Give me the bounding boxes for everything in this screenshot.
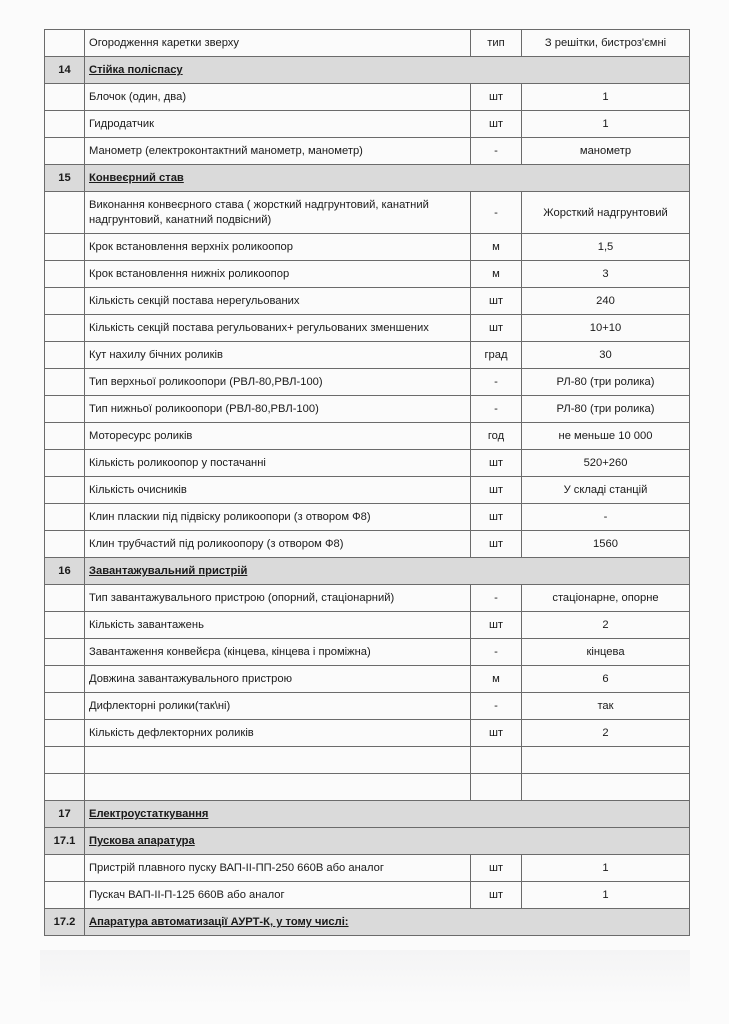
table-row	[45, 342, 690, 369]
section-row	[45, 558, 690, 585]
section-number: 17.1	[45, 828, 85, 855]
value-cell: У складі станцій	[522, 477, 690, 504]
section-title: Стійка поліспасу	[85, 57, 690, 84]
table-row	[45, 111, 690, 138]
row-number	[45, 192, 85, 234]
value-cell: 30	[522, 342, 690, 369]
row-number	[45, 747, 85, 774]
unit-cell: шт	[471, 315, 522, 342]
table-row	[45, 477, 690, 504]
unit-cell: шт	[471, 450, 522, 477]
value-cell: манометр	[522, 138, 690, 165]
unit-cell: шт	[471, 84, 522, 111]
parameter-name: Огородження каретки зверху	[85, 30, 471, 57]
parameter-name: Клин пласкии під підвіску роликоопори (з отвором Ф8)	[85, 504, 471, 531]
row-number	[45, 693, 85, 720]
unit-cell: шт	[471, 855, 522, 882]
unit-cell: шт	[471, 477, 522, 504]
unit-cell: шт	[471, 720, 522, 747]
section-number: 15	[45, 165, 85, 192]
table-row	[45, 855, 690, 882]
parameter-name: Виконання конвеєрного става ( жорсткий надгрунтовий, канатний надгрунтовий, канатний подвісний)	[85, 192, 471, 234]
section-row	[45, 909, 690, 936]
unit-cell: град	[471, 342, 522, 369]
section-title: Апаратура автоматизації АУРТ-К, у тому числі:	[85, 909, 690, 936]
table-row	[45, 504, 690, 531]
table-row	[45, 423, 690, 450]
unit-cell: м	[471, 666, 522, 693]
unit-cell: -	[471, 192, 522, 234]
value-cell: 2	[522, 720, 690, 747]
section-row	[45, 165, 690, 192]
value-cell: 1	[522, 111, 690, 138]
value-cell: 520+260	[522, 450, 690, 477]
unit-cell: шт	[471, 612, 522, 639]
table-row	[45, 396, 690, 423]
row-number	[45, 855, 85, 882]
section-row	[45, 828, 690, 855]
row-number	[45, 531, 85, 558]
row-number	[45, 423, 85, 450]
unit-cell	[471, 774, 522, 801]
unit-cell: -	[471, 369, 522, 396]
table-row	[45, 612, 690, 639]
value-cell: 1560	[522, 531, 690, 558]
row-number	[45, 84, 85, 111]
unit-cell: шт	[471, 111, 522, 138]
parameter-name: Моторесурс роликів	[85, 423, 471, 450]
table-row	[45, 774, 690, 801]
value-cell: РЛ-80 (три ролика)	[522, 396, 690, 423]
value-cell: 1	[522, 882, 690, 909]
unit-cell: -	[471, 585, 522, 612]
parameter-name: Кількість секцій постава регульованих+ регульованих зменшених	[85, 315, 471, 342]
table-row	[45, 585, 690, 612]
value-cell: не меньше 10 000	[522, 423, 690, 450]
row-number	[45, 774, 85, 801]
parameter-name: Пускач ВАП-ІІ-П-125 660В або аналог	[85, 882, 471, 909]
parameter-name: Тип верхньої роликоопори (РВЛ-80,РВЛ-100)	[85, 369, 471, 396]
unit-cell	[471, 747, 522, 774]
table-row	[45, 882, 690, 909]
row-number	[45, 369, 85, 396]
value-cell: 6	[522, 666, 690, 693]
parameter-name: Кількість дефлекторних роликів	[85, 720, 471, 747]
table-row	[45, 84, 690, 111]
value-cell	[522, 747, 690, 774]
specification-table	[44, 29, 690, 936]
row-number	[45, 261, 85, 288]
row-number	[45, 504, 85, 531]
section-number: 14	[45, 57, 85, 84]
row-number	[45, 315, 85, 342]
unit-cell: -	[471, 693, 522, 720]
section-number: 17.2	[45, 909, 85, 936]
row-number	[45, 639, 85, 666]
section-number: 16	[45, 558, 85, 585]
unit-cell: м	[471, 261, 522, 288]
section-title: Завантажувальний пристрій	[85, 558, 690, 585]
table-row	[45, 234, 690, 261]
unit-cell: год	[471, 423, 522, 450]
table-row	[45, 531, 690, 558]
section-title: Пускова апаратура	[85, 828, 690, 855]
value-cell	[522, 774, 690, 801]
parameter-name: Кількість завантажень	[85, 612, 471, 639]
value-cell: 2	[522, 612, 690, 639]
section-row	[45, 801, 690, 828]
unit-cell: шт	[471, 288, 522, 315]
value-cell: 1,5	[522, 234, 690, 261]
table-row	[45, 450, 690, 477]
unit-cell: шт	[471, 531, 522, 558]
value-cell: так	[522, 693, 690, 720]
table-row	[45, 30, 690, 57]
table-row	[45, 315, 690, 342]
row-number	[45, 111, 85, 138]
parameter-name	[85, 747, 471, 774]
unit-cell: -	[471, 396, 522, 423]
row-number	[45, 396, 85, 423]
value-cell: РЛ-80 (три ролика)	[522, 369, 690, 396]
value-cell: 1	[522, 84, 690, 111]
row-number	[45, 288, 85, 315]
section-number: 17	[45, 801, 85, 828]
parameter-name	[85, 774, 471, 801]
row-number	[45, 477, 85, 504]
specification-table-body	[45, 30, 690, 936]
unit-cell: -	[471, 639, 522, 666]
parameter-name: Блочок (один, два)	[85, 84, 471, 111]
table-row	[45, 138, 690, 165]
section-title: Електроустаткування	[85, 801, 690, 828]
parameter-name: Тип нижньої роликоопори (РВЛ-80,РВЛ-100)	[85, 396, 471, 423]
value-cell: 240	[522, 288, 690, 315]
table-row	[45, 192, 690, 234]
parameter-name: Тип завантажувального пристрою (опорний, стаціонарний)	[85, 585, 471, 612]
scan-shadow	[40, 950, 690, 1005]
parameter-name: Крок встановлення верхніх роликоопор	[85, 234, 471, 261]
unit-cell: шт	[471, 504, 522, 531]
row-number	[45, 30, 85, 57]
parameter-name: Клин трубчастий під роликоопору (з отвором Ф8)	[85, 531, 471, 558]
section-row	[45, 57, 690, 84]
parameter-name: Манометр (електроконтактний манометр, манометр)	[85, 138, 471, 165]
value-cell: 3	[522, 261, 690, 288]
row-number	[45, 612, 85, 639]
table-row	[45, 666, 690, 693]
parameter-name: Кількість роликоопор у постачанні	[85, 450, 471, 477]
parameter-name: Гидродатчик	[85, 111, 471, 138]
parameter-name: Кількість секцій постава нерегульованих	[85, 288, 471, 315]
table-row	[45, 369, 690, 396]
row-number	[45, 342, 85, 369]
value-cell: 1	[522, 855, 690, 882]
row-number	[45, 585, 85, 612]
value-cell: кінцева	[522, 639, 690, 666]
value-cell: 10+10	[522, 315, 690, 342]
unit-cell: тип	[471, 30, 522, 57]
table-row	[45, 261, 690, 288]
row-number	[45, 138, 85, 165]
parameter-name: Завантаження конвейєра (кінцева, кінцева і проміжна)	[85, 639, 471, 666]
unit-cell: шт	[471, 882, 522, 909]
section-title: Конвеєрний став	[85, 165, 690, 192]
row-number	[45, 882, 85, 909]
parameter-name: Крок встановлення нижніх роликоопор	[85, 261, 471, 288]
table-row	[45, 693, 690, 720]
unit-cell: м	[471, 234, 522, 261]
row-number	[45, 720, 85, 747]
table-row	[45, 639, 690, 666]
row-number	[45, 450, 85, 477]
value-cell: стаціонарне, опорне	[522, 585, 690, 612]
table-row	[45, 747, 690, 774]
parameter-name: Кут нахилу бічних роликів	[85, 342, 471, 369]
row-number	[45, 234, 85, 261]
value-cell: Жорсткий надгрунтовий	[522, 192, 690, 234]
parameter-name: Довжина завантажувального пристрою	[85, 666, 471, 693]
value-cell: -	[522, 504, 690, 531]
table-row	[45, 288, 690, 315]
table-row	[45, 720, 690, 747]
row-number	[45, 666, 85, 693]
value-cell: З решітки, бистроз'ємні	[522, 30, 690, 57]
parameter-name: Дифлекторні ролики(так\ні)	[85, 693, 471, 720]
unit-cell: -	[471, 138, 522, 165]
parameter-name: Кількість очисників	[85, 477, 471, 504]
parameter-name: Пристрій плавного пуску ВАП-ІІ-ПП-250 660В або аналог	[85, 855, 471, 882]
